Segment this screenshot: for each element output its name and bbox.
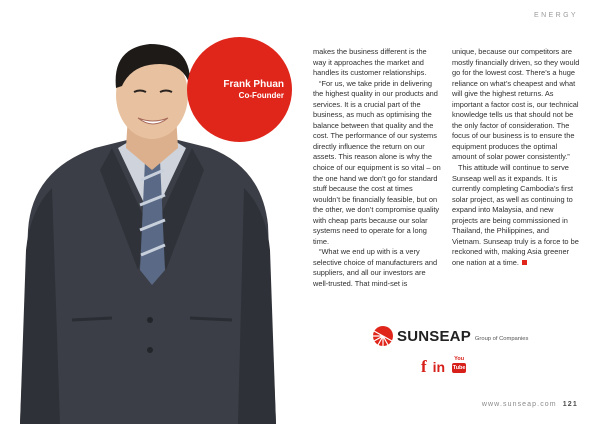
social-links [421, 356, 467, 375]
logo-tagline: Group of Companies [474, 335, 529, 342]
profile-caption [223, 79, 284, 101]
page-number: 121 [562, 401, 578, 408]
youtube-bottom: Tube [452, 365, 466, 371]
paragraph-text: This attitude will continue to serve Sunseap well as it expands. It is currently completing Cambodia’s first solar project, as well as continuing to expand into Malaysia, and new projects are being commissioned in Thailand, the Philippines, and Vietnam. Sunseap truly is a force to be reckoned with, making Asia greener one nation at a time. [452, 163, 579, 267]
paragraph: makes the business different is the way it approaches the market and handles its customer relationships. [313, 47, 427, 78]
profile-name: Frank Phuan [223, 79, 284, 90]
logo-brand: SUNSEAP [397, 327, 471, 345]
article-column-1 [313, 47, 441, 290]
end-mark-icon [522, 260, 527, 265]
page-footer [482, 401, 578, 408]
paragraph: “For us, we take pride in delivering the highest quality in our products and services. It is a crucial part of the business, as much as optimising the balance between that quality and the cost. The performance of our systems directly influence the return on our assets. This reason alone is why the choice of our equipment is so vital – on the one hand we don’t go for standard stuff because the cost at times wouldn’t be financially feasible, but on the other, we don’t compromise quality with cheap parts because our solar systems need to operate for a long time. [313, 78, 441, 246]
linkedin-icon[interactable]: in [432, 359, 446, 375]
paragraph: “What we end up with is a very selective choice of manufacturers and suppliers, and all our investors are well-trusted. That mind-set is [313, 247, 438, 289]
paragraph [452, 163, 580, 268]
facebook-icon[interactable]: f [421, 357, 427, 376]
sun-burst-icon [372, 325, 394, 347]
youtube-icon[interactable] [451, 356, 467, 375]
sunseap-logo [372, 324, 528, 348]
footer-url[interactable]: www.sunseap.com [481, 401, 557, 408]
article-column-2 [452, 47, 580, 268]
youtube-top: You [454, 356, 465, 362]
profile-role: Co-Founder [238, 91, 284, 100]
paragraph: unique, because our competitors are mostly financially driven, so they would go for the lowest cost. There’s a huge reliance on what’s cheapest and what will give the highest returns. As important a factor cost is, our technical knowledge tells us that should not be the only factor of consideration. The focus of our business is to ensure the equipment produces the optimal amount of solar power consistently.” [452, 47, 580, 162]
section-tag: ENERGY [534, 12, 578, 19]
